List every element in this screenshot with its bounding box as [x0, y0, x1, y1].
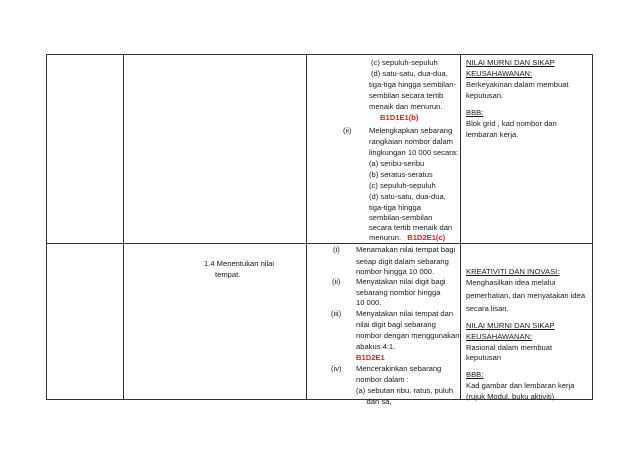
column-divider-3 [460, 54, 461, 400]
performance-code: B1D2E1 [356, 353, 385, 362]
table-right-border [592, 54, 593, 400]
text-line: Melengkapkan sebarang [369, 126, 453, 135]
text-line: (c) sepuluh-sepuluh [369, 181, 436, 190]
performance-code: B1D1E1(b) [380, 113, 419, 122]
section-heading: KEUSAHAWANAN: [466, 332, 533, 341]
text-line: pemerhatian, dan menyatakan idea [466, 291, 586, 300]
item-number: (i) [333, 245, 340, 254]
item-number: (ii) [332, 277, 341, 286]
text-line: (b) seratus-seratus [369, 170, 433, 179]
text-line: nilai digit bagi sebarang [356, 320, 436, 329]
table-left-border [46, 54, 47, 400]
text-line: rangkaian nombor dalam [369, 137, 454, 146]
text-fragment: menurun. [369, 233, 402, 242]
text-line: keputusan. [466, 91, 504, 100]
text-line: tempat. [215, 270, 241, 279]
text-line: Blok grid , kad nombor dan [466, 119, 557, 128]
text-line: nombor dengan menggunakan [356, 331, 460, 340]
text-line: keputusan [466, 353, 502, 362]
text-line: Rasional dalam membuat [466, 343, 553, 352]
text-line: 10 000. [356, 298, 382, 307]
text-line: Mencerakinkan sebarang [356, 364, 442, 373]
text-line: menaik dan menurun. [369, 102, 443, 111]
text-line: lingkungan 10 000 secara: [369, 148, 459, 157]
text-line: tiga-tiga hingga [369, 203, 421, 212]
text-line: (d) satu-satu, dua-dua, [369, 192, 446, 201]
performance-code: B1D2E1(c) [407, 233, 446, 242]
item-number: (iii) [331, 309, 342, 318]
text-line: Berkeyakinan dalam membuat [466, 80, 569, 89]
text-line: (rujuk Modul, buku aktiviti) [466, 392, 555, 401]
text-line: Menghasilkan idea melalui [466, 278, 556, 287]
text-line: (c) sepuluh-sepuluh [371, 58, 438, 67]
text-line: lembaran kerja. [466, 130, 519, 139]
section-heading: NILAI MURNI DAN SIKAP [466, 58, 555, 67]
text-line: (a) sebutan ribu, ratus, puluh [356, 386, 454, 395]
bbb-heading: BBB: [466, 108, 484, 117]
text-line: Menyatakan nilai digit bagi [356, 277, 446, 286]
column-divider-2 [306, 54, 307, 400]
text-line: Menamakan nilai tempat bagi [356, 245, 456, 254]
item-number: (ii) [343, 126, 352, 135]
text-line: Menyatakan nilai tempat dan [356, 309, 454, 318]
text-line: sebarang nombor hingga [356, 288, 441, 297]
section-heading: KREATIVITI DAN INOVASI: [466, 267, 560, 276]
text-line: (d) satu-satu, dua-dua, [371, 69, 448, 78]
text-line: secara lisan. [466, 304, 509, 313]
table-top-border [46, 54, 593, 55]
text-line: 1.4 Menentukan nilai [204, 259, 275, 268]
text-line: setiap digit dalam sebarang [356, 257, 449, 266]
text-line: (a) seribu-seribu [369, 159, 425, 168]
text-line: nombor hingga 10 000. [356, 267, 435, 276]
bbb-heading: BBB: [466, 370, 484, 379]
section-heading: KEUSAHAWANAN: [466, 69, 533, 78]
text-line: abakus 4:1. [356, 342, 396, 351]
column-divider-1 [123, 54, 124, 400]
text-line: dan sa, [356, 397, 392, 406]
text-line: tiga-tiga hingga sembilan- [369, 80, 456, 89]
section-heading: NILAI MURNI DAN SIKAP [466, 321, 555, 330]
text-line: nombor dalam : [356, 375, 409, 384]
text-line [369, 232, 445, 243]
text-line: Kad gambar dan lembaran kerja [466, 381, 575, 390]
text-line: sembilan secara tertib [369, 91, 444, 100]
text-line: sembilan-sembilan [369, 213, 433, 222]
item-number: (iv) [331, 364, 342, 373]
text-line: secara tertib menaik dan [369, 223, 453, 232]
row-divider [46, 243, 593, 244]
